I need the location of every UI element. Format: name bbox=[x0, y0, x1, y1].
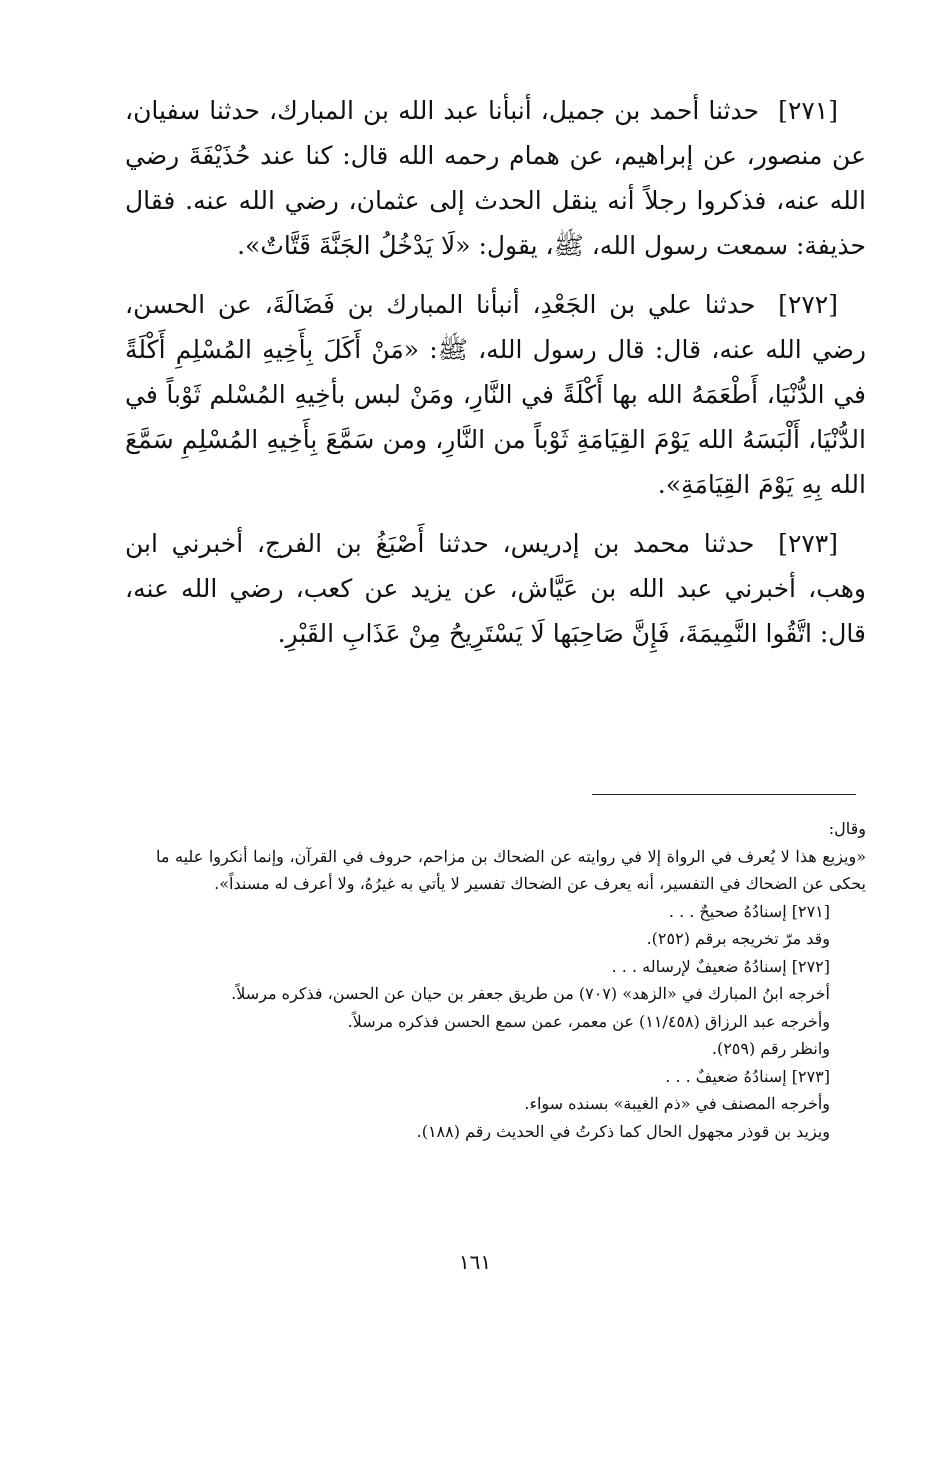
hadith-272 bbox=[125, 282, 866, 507]
hadith-273 bbox=[125, 521, 866, 656]
hadith-text: حدثنا محمد بن إدريس، حدثنا أَصْبَغُ بن الفرج، أخبرني ابن وهب، أخبرني عبد الله بن عَيَّاش، عن يزيد عن كعب، رضي الله عنه، قال: اتَّقُوا النَّمِيمَةَ، فَإِنَّ صَاحِبَها لَا يَسْتَرِيحُ مِنْ عَذَابِ القَبْرِ. bbox=[125, 529, 866, 648]
footnote-line: وأخرجه المصنف في «ذم الغيبة» بسنده سواء. bbox=[524, 1094, 830, 1113]
hadith-number: [٢٧٢] bbox=[778, 290, 838, 319]
footnote-quote: «ويزيع هذا لا يُعرف في الرواة إلا في روايته عن الضحاك بن مزاحم، حروف في القرآن، وإنما أنكروا عليه ما يحكى عن الضحاك في التفسير، أنه يعرف عن الضحاك تفسير لا يأتي به غيرُهُ، ولا أعرف له مسنداً». bbox=[156, 846, 866, 893]
hadith-number: [٢٧٣] bbox=[778, 529, 838, 558]
footnote-line: [٢٧٢] إسنادُهُ ضعيفٌ لإرساله . . . bbox=[611, 956, 830, 976]
hadith-text: حدثنا علي بن الجَعْدِ، أنبأنا المبارك بن فَضَالَةَ، عن الحسن، رضي الله عنه، قال: قال رسول الله، ﷺ: «مَنْ أَكَلَ بِأَخِيهِ المُسْلِمِ أَكْلَةً في الدُّنْيَا، أَطْعَمَهُ الله بها أَكْلَةً في النَّارِ، ومَنْ لبس بأخِيهِ المُسْلم ثَوْباً في الدُّنْيَا، أَلْبَسَهُ الله يَوْمَ القِيَامَةِ ثَوْباً من النَّارِ، ومن سَمَّعَ بِأَخِيهِ المُسْلِمِ سَمَّعَ الله بِهِ يَوْمَ القِيَامَةِ». bbox=[125, 290, 866, 499]
footnotes bbox=[156, 815, 866, 1145]
main-text bbox=[125, 88, 866, 670]
hadith-271 bbox=[125, 88, 866, 268]
footnote-lead: وقال: bbox=[828, 819, 866, 838]
footnote-line: ويزيد بن قوذر مجهول الحال كما ذكرتُ في الحديث رقم (١٨٨). bbox=[416, 1121, 830, 1141]
footnote-line: وأخرجه عبد الرزاق (١١/٤٥٨) عن معمر، عمن سمع الحسن فذكره مرسلاً. bbox=[347, 1011, 830, 1031]
page-number: ١٦١ bbox=[458, 1250, 492, 1274]
footnote-line: [٢٧٣] إسنادُهُ ضعيفٌ . . . bbox=[665, 1066, 830, 1086]
hadith-number: [٢٧١] bbox=[778, 96, 838, 125]
hadith-text: حدثنا أحمد بن جميل، أنبأنا عبد الله بن المبارك، حدثنا سفيان، عن منصور، عن إبراهيم، عن همام رحمه الله قال: كنا عند حُذَيْفَةَ رضي الله عنه، فذكروا رجلاً أنه ينقل الحدث إلى عثمان، رضي الله عنه. فقال حذيفة: سمعت رسول الله، ﷺ، يقول: «لَا يَدْخُلُ الجَنَّةَ قَتَّاتٌ». bbox=[125, 96, 866, 260]
footnote-line: وانظر رقم (٢٥٩). bbox=[711, 1039, 830, 1058]
footnote-separator bbox=[592, 794, 856, 795]
footnote-line: وقد مرّ تخريجه برقم (٢٥٢). bbox=[646, 929, 830, 948]
footnote-line: [٢٧١] إسنادُهُ صحيحٌ . . . bbox=[668, 901, 830, 921]
footnote-line: أخرجه ابنُ المبارك في «الزهد» (٧٠٧) من طريق جعفر بن حيان عن الحسن، فذكره مرسلاً. bbox=[231, 984, 830, 1003]
